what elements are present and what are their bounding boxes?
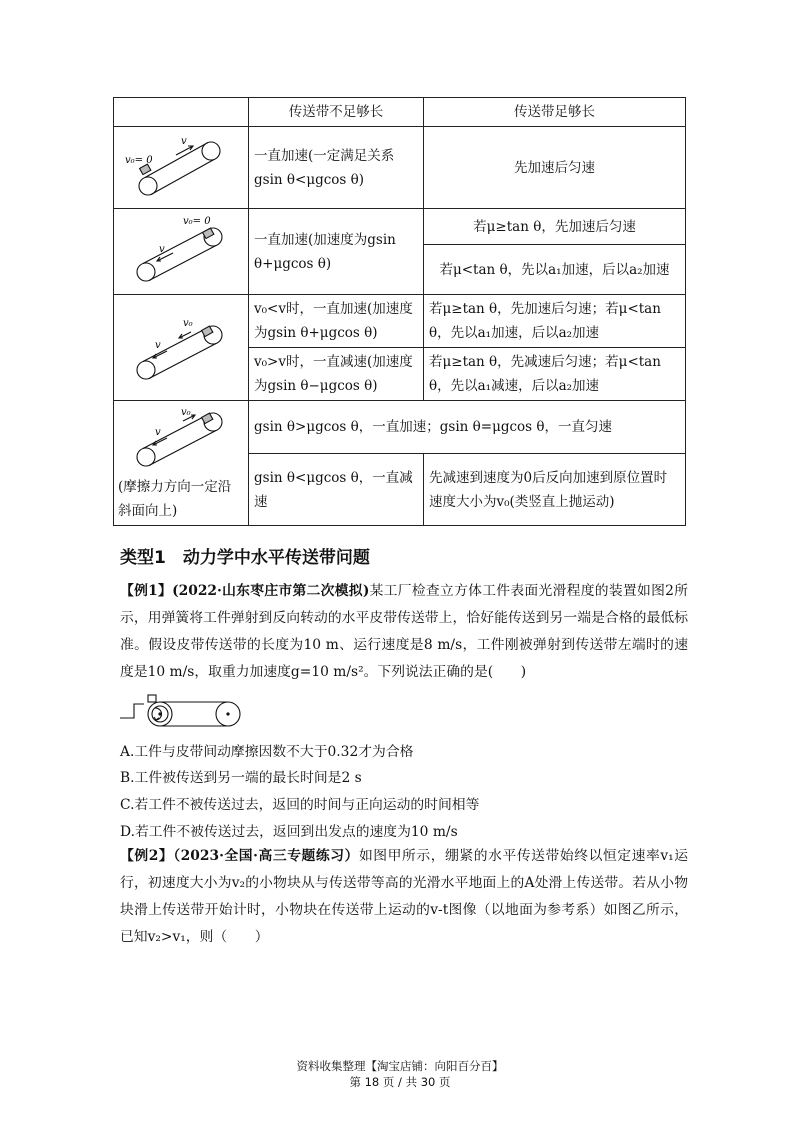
incline-belt-figure-4 [121,403,241,475]
fig4-v0-label: v₀ [181,407,191,418]
incline-belt-figure-1 [121,132,241,204]
fig3-v0-label: v₀ [183,317,193,329]
example-1-tag: 【例1】 [120,583,173,599]
incline-belt-figure-3 [121,308,241,388]
incline-belt-figure-2 [121,214,241,290]
option-d: D.若工件不被传送过去，返回到出发点的速度为10 m/s [120,824,458,840]
row3-figure-cell [114,295,249,401]
row4-figure-cell [114,401,249,526]
conveyor-comparison-table [113,97,686,526]
row2-short: 一直加速(加速度为gsin θ+μgcos θ) [249,209,424,295]
header-short: 传送带不足够长 [249,98,424,127]
row4-short-b: gsin θ<μgcos θ，一直减速 [249,454,424,526]
option-a: A.工件与皮带间动摩擦因数不大于0.32才为合格 [120,744,414,760]
example-2-body: 如图甲所示，绷紧的水平传送带始终以恒定速率v₁运行，初速度大小为v₂的小物块从与传送带等高的光滑水平地面上的A处滑上传送带。若从小物块滑上传送带开始计时，小物块在传送带上运动的v-t图像（以地面为参考系）如图乙所示，已知v₂>v₁，则（ ） [120,848,689,945]
fig2-v0-label: v₀= 0 [183,215,211,227]
header-long: 传送带足够长 [424,98,686,127]
example-1-paragraph [120,578,688,686]
row2-long-b: 若μ<tan θ，先以a₁加速，后以a₂加速 [424,245,686,295]
option-c: C.若工件不被传送过去，返回的时间与正向运动的时间相等 [120,797,480,813]
fig1-v-label: v [181,135,187,147]
fig3-v-label: v [155,339,161,351]
footer-page-number: 第 18 页 / 共 30 页 [349,1075,451,1089]
footer-source: 资料收集整理【淘宝店铺：向阳百分百】 [296,1059,504,1073]
row3-short-b: v₀>v时，一直减速(加速度为gsin θ−μgcos θ) [249,348,424,401]
section-heading: 类型1 动力学中水平传送带问题 [120,548,370,568]
row2-figure-cell [114,209,249,295]
example-1-source: (2022·山东枣庄市第二次模拟) [172,583,370,599]
row1-long: 先加速后匀速 [424,127,686,209]
fig2-v-label: v [159,243,165,255]
horizontal-belt-figure [120,690,250,736]
example-2-paragraph [120,843,688,951]
row1-figure-cell [114,127,249,209]
row4-long-b: 先减速到速度为0后反向加速到原位置时速度大小为v₀(类竖直上抛运动) [424,454,686,526]
row2-long-a: 若μ≥tan θ，先加速后匀速 [424,209,686,245]
row3-short-a: v₀<v时，一直加速(加速度为gsin θ+μgcos θ) [249,295,424,348]
example-2-source: （2023·全国·高三专题练习） [173,848,359,864]
header-blank-cell [114,98,249,127]
example-2-tag: 【例2】 [120,848,174,864]
fig4-v-label: v [155,427,161,438]
row3-long-a: 若μ≥tan θ，先加速后匀速；若μ<tan θ，先以a₁加速，后以a₂加速 [424,295,686,348]
row4-figure-caption: (摩擦力方向一定沿斜面向上) [118,479,232,519]
example-1-body: 某工厂检查立方体工件表面光滑程度的装置如图2所示，用弹簧将工件弹射到反向转动的水平皮带传送带上，恰好能传送到另一端是合格的最低标准。假设皮带传送带的长度为10 m、运行速度是8 m/s，工件刚被弹射到传送带左端时的速度是10 m/s，取重力加速度g=10 m/s²。下列说法正确的是( ) [120,583,688,680]
row3-long-b: 若μ≥tan θ，先减速后匀速；若μ<tan θ，先以a₁减速，后以a₂加速 [424,348,686,401]
fig1-v0-label: v₀= 0 [125,154,153,166]
row4-short-a: gsin θ>μgcos θ，一直加速；gsin θ=μgcos θ，一直匀速 [249,401,686,454]
row1-short: 一直加速(一定满足关系gsin θ<μgcos θ) [249,127,424,209]
option-b: B.工件被传送到另一端的最长时间是2 s [120,770,362,786]
